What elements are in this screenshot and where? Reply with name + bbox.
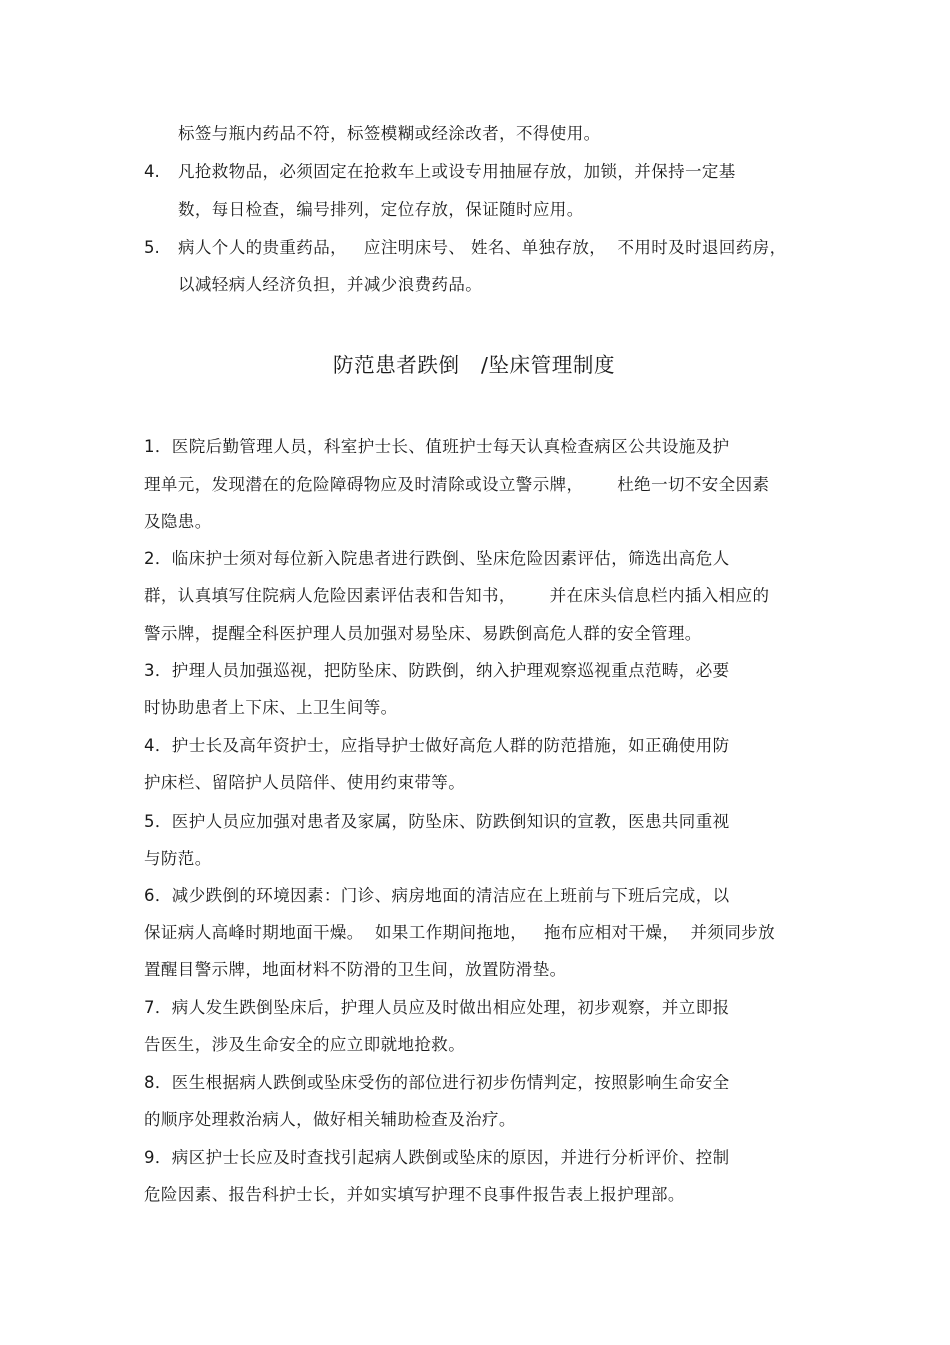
rule-line: 6．减少跌倒的环境因素：门诊、病房地面的清洁应在上班前与下班后完成，以 — [144, 886, 730, 905]
list-item-text: 病人个人的贵重药品， 应注明床号、 姓名、单独存放， 不用时及时退回药房， — [178, 238, 787, 257]
rule-line: 危险因素、报告科护士长，并如实填写护理不良事件报告表上报护理部。 — [144, 1185, 685, 1204]
rule-line: 理单元，发现潜在的危险障碍物应及时清除或设立警示牌， 杜绝一切不安全因素 — [144, 475, 770, 494]
rule-line: 5．医护人员应加强对患者及家属，防坠床、防跌倒知识的宣教，医患共同重视 — [144, 812, 730, 831]
list-item-number: 5. — [144, 238, 160, 257]
rule-line: 1．医院后勤管理人员，科室护士长、值班护士每天认真检查病区公共设施及护 — [144, 437, 730, 456]
rule-line: 7．病人发生跌倒坠床后，护理人员应及时做出相应处理，初步观察，并立即报 — [144, 998, 730, 1017]
rule-line: 8．医生根据病人跌倒或坠床受伤的部位进行初步伤情判定，按照影响生命安全 — [144, 1073, 730, 1092]
section-title: 防范患者跌倒 /坠床管理制度 — [333, 353, 616, 377]
rule-line: 9．病区护士长应及时查找引起病人跌倒或坠床的原因，并进行分析评价、控制 — [144, 1148, 730, 1167]
rule-line: 时协助患者上下床、上卫生间等。 — [144, 698, 398, 717]
rule-line: 保证病人高峰时期地面干燥。 如果工作期间拖地， 拖布应相对干燥， 并须同步放 — [144, 923, 776, 942]
rule-line: 护床栏、留陪护人员陪伴、使用约束带等。 — [144, 773, 466, 792]
rule-line: 群，认真填写住院病人危险因素评估表和告知书， 并在床头信息栏内插入相应的 — [144, 586, 770, 605]
list-item-text: 数，每日检查，编号排列，定位存放，保证随时应用。 — [178, 200, 584, 219]
rule-line: 2．临床护士须对每位新入院患者进行跌倒、坠床危险因素评估，筛选出高危人 — [144, 549, 730, 568]
rule-line: 3．护理人员加强巡视，把防坠床、防跌倒，纳入护理观察巡视重点范畴，必要 — [144, 661, 730, 680]
rule-line: 4．护士长及高年资护士，应指导护士做好高危人群的防范措施，如正确使用防 — [144, 736, 730, 755]
rule-line: 置醒目警示牌，地面材料不防滑的卫生间，放置防滑垫。 — [144, 960, 567, 979]
list-item-text: 以减轻病人经济负担，并减少浪费药品。 — [178, 275, 483, 294]
list-item-number: 4. — [144, 162, 160, 181]
rule-line: 警示牌，提醒全科医护理人员加强对易坠床、易跌倒高危人群的安全管理。 — [144, 624, 702, 643]
list-continuation-text: 标签与瓶内药品不符，标签模糊或经涂改者，不得使用。 — [178, 124, 601, 143]
rule-line: 与防范。 — [144, 849, 212, 868]
rule-line: 告医生，涉及生命安全的应立即就地抢救。 — [144, 1035, 466, 1054]
rule-line: 及隐患。 — [144, 512, 212, 531]
list-item-text: 凡抢救物品，必须固定在抢救车上或设专用抽屉存放，加锁，并保持一定基 — [178, 162, 736, 181]
rule-line: 的顺序处理救治病人，做好相关辅助检查及治疗。 — [144, 1110, 516, 1129]
